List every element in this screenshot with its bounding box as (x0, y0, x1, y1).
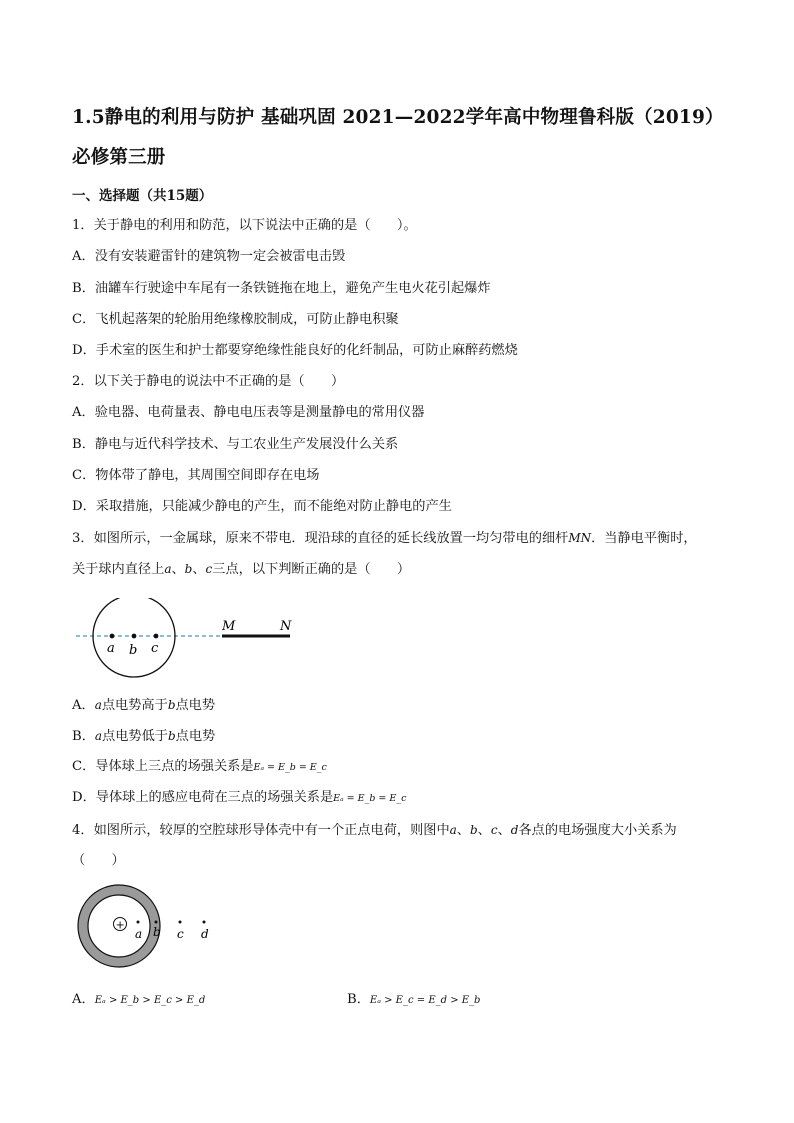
q3-d-equation: Eₐ = E_b = E_c (333, 793, 407, 804)
q3-sep-1: 、 (171, 562, 185, 577)
q3-c-equation: Eₐ = E_b = E_c (253, 762, 327, 773)
q2-option-d: D．采取措施，只能减少静电的产生，而不能绝对防止静电的产生 (72, 499, 452, 514)
q4-fig-label-a: a (135, 927, 143, 941)
q3-c-text: C．导体球上三点的场强关系是 (72, 759, 254, 774)
q3-a-prefix: A． (72, 698, 95, 713)
q4-sep-2: 、 (477, 823, 491, 838)
q3-option-a (72, 695, 215, 716)
q3-stem2-tail: 三点，以下判断正确的是（ ） (212, 562, 411, 577)
q3-a-point2: b (167, 698, 176, 712)
q2-option-a: A．验电器、电荷量表、静电电压表等是测量静电的常用仪器 (72, 405, 425, 420)
q3-point-c: c (205, 562, 213, 576)
q4-dot-a (137, 921, 140, 924)
q4-stem-tail: 各点的电场强度大小关系为 (518, 823, 677, 838)
q3-option-c (72, 757, 327, 778)
q4-b-label: B． (347, 992, 370, 1007)
q3-stem-line2 (72, 559, 410, 580)
section-heading: 一、选择题（共15题） (72, 188, 213, 204)
q3-a-mid: 点电势高于 (101, 698, 168, 713)
q4-point-d: d (510, 823, 519, 837)
q3-stem-line1 (72, 528, 697, 549)
doc-title-line2: 必修第三册 (72, 147, 166, 168)
q3-a-point1: a (94, 698, 102, 712)
q3-fig-label-c: c (151, 641, 159, 656)
q4-figure (74, 880, 244, 974)
q3-b-post: 点电势 (175, 729, 216, 744)
q1-option-d: D．手术室的医生和护士都要穿绝缘性能良好的化纤制品，可防止麻醉药燃烧 (72, 343, 518, 358)
q4-a-label: A． (72, 992, 95, 1007)
q3-a-post: 点电势 (175, 698, 216, 713)
q3-point-b: b (184, 562, 193, 576)
q4-fig-label-c: c (177, 927, 184, 941)
q4-point-a: a (449, 823, 457, 837)
q3-point-a: a (164, 562, 172, 576)
q3-fig-label-a: a (107, 641, 115, 656)
q4-sep-1: 、 (456, 823, 470, 838)
q3-sep-2: 、 (192, 562, 206, 577)
q3-rod-label: MN (568, 531, 592, 545)
q2-stem: 2．以下关于静电的说法中不正确的是（ ） (72, 374, 345, 389)
q4-stem-line2: （ ） (72, 853, 125, 868)
q4-point-b: b (469, 823, 478, 837)
q3-option-b (72, 726, 215, 747)
q3-dot-b (132, 634, 137, 639)
q2-option-c: C．物体带了静电，其周围空间即存在电场 (72, 468, 320, 483)
q3-stem2-text: 关于球内直径上 (72, 562, 165, 577)
q1-option-b: B．油罐车行驶途中车尾有一条铁链拖在地上，避免产生电火花引起爆炸 (72, 281, 491, 296)
q1-option-a: A．没有安装避雷针的建筑物一定会被雷电击毁 (72, 249, 346, 264)
q4-fig-label-d: d (201, 927, 209, 941)
q3-b-prefix: B． (72, 729, 95, 744)
q4-dot-d (203, 921, 206, 924)
q4-dot-b (155, 921, 158, 924)
q3-fig-label-n: N (280, 619, 292, 634)
q4-option-b (347, 990, 480, 1011)
q3-fig-label-m: M (222, 619, 236, 634)
q3-dot-a (110, 634, 115, 639)
q3-stem-text-tail: ．当静电平衡时， (591, 531, 697, 546)
doc-title-line1: 1.5静电的利用与防护 基础巩固 2021—2022学年高中物理鲁科版（2019） (72, 107, 724, 128)
q4-sep-3: 、 (497, 823, 511, 838)
q4-a-expression: Eₐ > E_b > E_c > E_d (94, 995, 206, 1006)
q1-option-c: C．飞机起落架的轮胎用绝缘橡胶制成，可防止静电积聚 (72, 312, 399, 327)
q4-stem-text: 4．如图所示，较厚的空腔球形导体壳中有一个正点电荷，则图中 (72, 823, 450, 838)
q4-fig-plus: + (115, 918, 125, 932)
q3-figure (70, 598, 300, 678)
q4-fig-label-b: b (153, 925, 161, 939)
q4-b-expression: Eₐ > E_c = E_d > E_b (369, 995, 481, 1006)
q4-point-c: c (490, 823, 498, 837)
q4-option-a (72, 990, 205, 1011)
q3-fig-label-b: b (129, 643, 138, 658)
q3-d-text: D．导体球上的感应电荷在三点的场强关系是 (72, 790, 334, 805)
q3-b-point2: b (167, 729, 176, 743)
q2-option-b: B．静电与近代科学技术、与工农业生产发展没什么关系 (72, 437, 399, 452)
q1-stem: 1．关于静电的利用和防范，以下说法中正确的是（ ）。 (72, 218, 417, 233)
q3-stem-text: 3．如图所示，一金属球，原来不带电．现沿球的直径的延长线放置一均匀带电的细杆 (72, 531, 569, 546)
q3-option-d (72, 788, 406, 809)
q3-dot-c (154, 634, 159, 639)
q4-stem-line1 (72, 820, 677, 841)
q4-dot-c (179, 921, 182, 924)
q3-b-mid: 点电势低于 (102, 729, 168, 744)
q3-b-point1: a (94, 729, 103, 743)
